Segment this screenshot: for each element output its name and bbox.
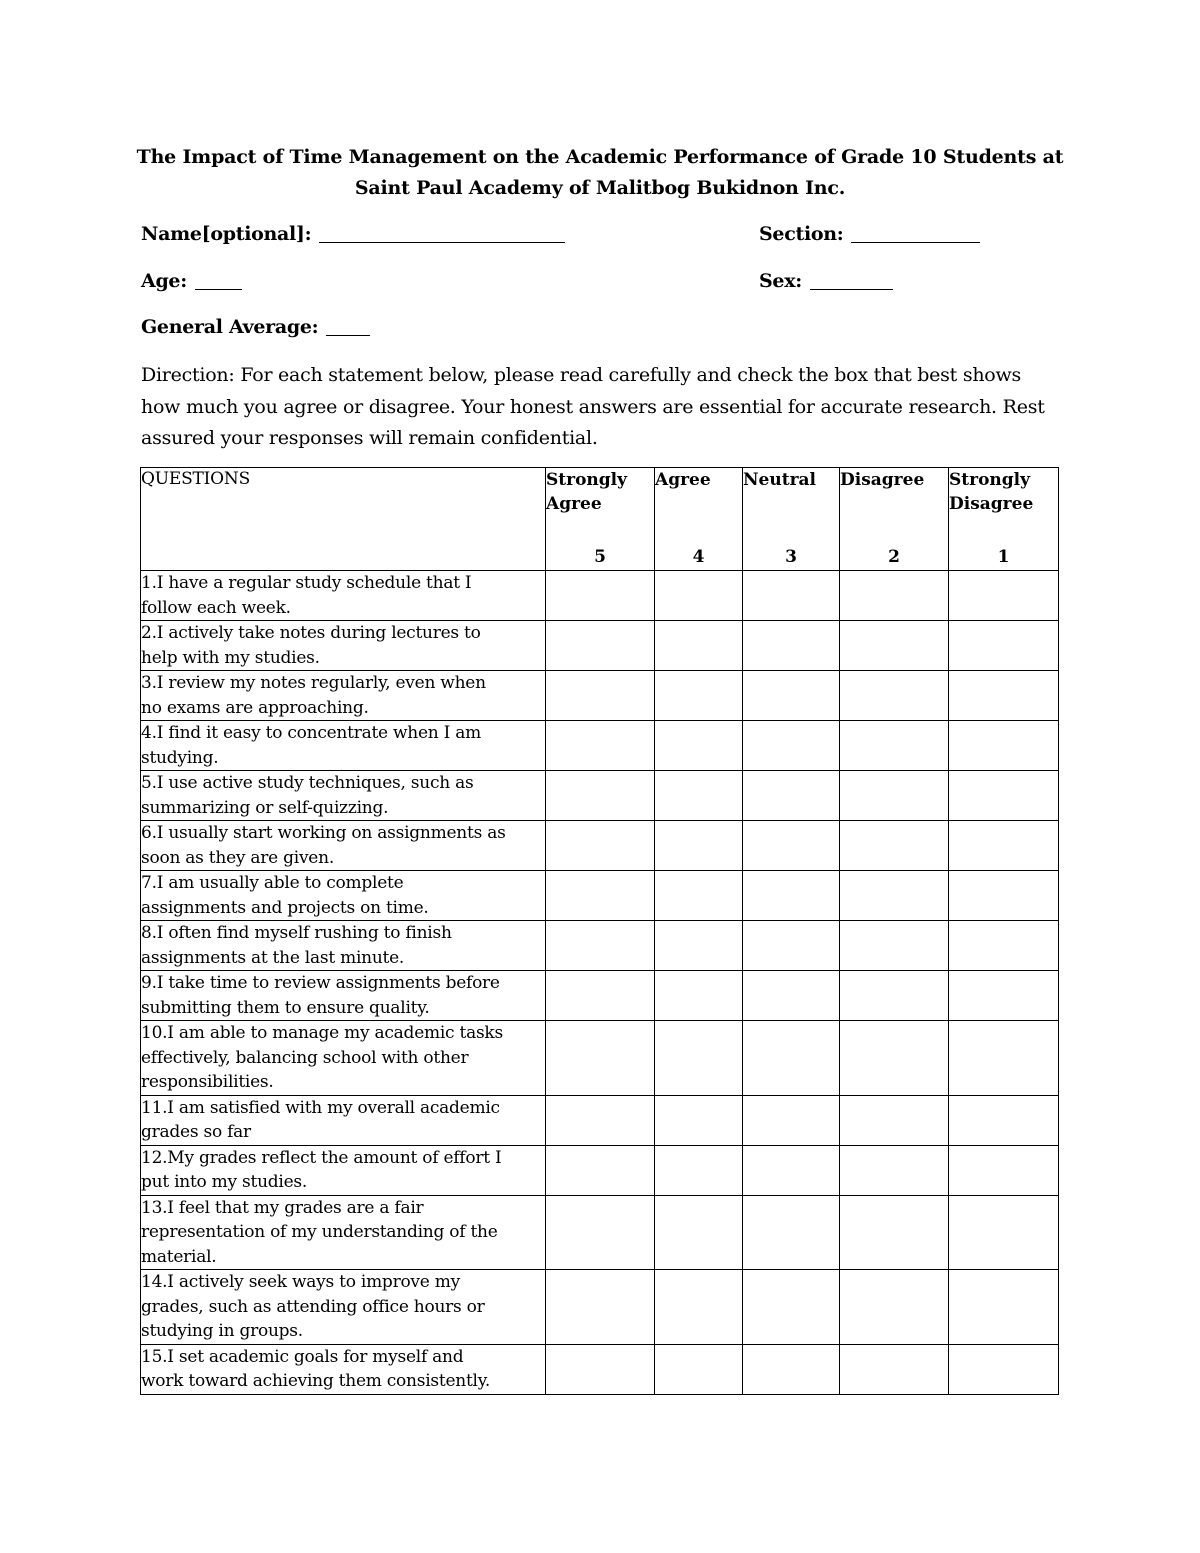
response-cell[interactable] xyxy=(743,871,840,921)
sex-blank[interactable] xyxy=(810,288,893,290)
question-line: 5.I use active study techniques, such as xyxy=(141,773,474,793)
response-cell[interactable] xyxy=(655,1095,743,1145)
scale-value: 5 xyxy=(594,547,606,567)
table-row xyxy=(141,921,1059,971)
response-cell[interactable] xyxy=(949,1270,1059,1345)
response-cell[interactable] xyxy=(840,771,949,821)
question-line: submitting them to ensure quality. xyxy=(141,997,430,1018)
name-blank[interactable] xyxy=(319,241,565,243)
scale-header-strongly-agree xyxy=(546,468,655,571)
question-line: 1.I have a regular study schedule that I xyxy=(141,573,472,593)
question-line: work toward achieving them consistently. xyxy=(141,1371,490,1391)
question-line: effectively, balancing school with other xyxy=(141,1047,469,1068)
table-row xyxy=(141,1344,1059,1394)
response-cell[interactable] xyxy=(655,821,743,871)
question-text xyxy=(141,1021,546,1096)
response-cell[interactable] xyxy=(743,571,840,621)
response-cell[interactable] xyxy=(546,571,655,621)
response-cell[interactable] xyxy=(546,1095,655,1145)
table-row xyxy=(141,1195,1059,1270)
response-cell[interactable] xyxy=(655,1145,743,1195)
document-title xyxy=(120,142,1080,204)
question-line: 10.I am able to manage my academic tasks xyxy=(141,1023,503,1043)
question-line: grades, such as attending office hours or xyxy=(141,1296,485,1317)
response-cell[interactable] xyxy=(655,571,743,621)
table-row xyxy=(141,721,1059,771)
question-text xyxy=(141,621,546,671)
scale-label-line-2: Agree xyxy=(546,494,602,514)
section-blank[interactable] xyxy=(851,241,980,243)
response-cell[interactable] xyxy=(949,1195,1059,1270)
scale-header-disagree xyxy=(840,468,949,571)
sex-field xyxy=(759,269,893,293)
response-cell[interactable] xyxy=(840,871,949,921)
question-text xyxy=(141,771,546,821)
response-cell[interactable] xyxy=(655,721,743,771)
response-cell[interactable] xyxy=(655,771,743,821)
response-cell[interactable] xyxy=(546,621,655,671)
response-cell[interactable] xyxy=(743,1270,840,1345)
response-cell[interactable] xyxy=(840,1195,949,1270)
response-cell[interactable] xyxy=(655,971,743,1021)
scale-label-line-1: Strongly xyxy=(546,470,628,490)
response-cell[interactable] xyxy=(949,821,1059,871)
response-cell[interactable] xyxy=(949,1021,1059,1096)
table-row xyxy=(141,871,1059,921)
response-cell[interactable] xyxy=(655,621,743,671)
question-line: 11.I am satisfied with my overall academic xyxy=(141,1097,500,1118)
scale-header-agree xyxy=(655,468,743,571)
response-cell[interactable] xyxy=(840,1095,949,1145)
scale-label-line-1: Disagree xyxy=(840,470,925,490)
scale-value: 4 xyxy=(692,547,705,567)
title-line-2: Saint Paul Academy of Malitbog Bukidnon Inc. xyxy=(354,177,846,199)
response-cell[interactable] xyxy=(546,971,655,1021)
question-line: 7.I am usually able to complete xyxy=(141,873,404,893)
scale-header-neutral xyxy=(743,468,840,571)
question-line: grades so far xyxy=(141,1122,251,1142)
response-cell[interactable] xyxy=(840,621,949,671)
question-line: 12.My grades reflect the amount of effort I xyxy=(141,1147,502,1168)
response-cell[interactable] xyxy=(655,1344,743,1394)
scale-value: 1 xyxy=(997,547,1010,567)
response-cell[interactable] xyxy=(949,671,1059,721)
question-text xyxy=(141,1270,546,1345)
general-average-field xyxy=(141,315,370,339)
question-line: help with my studies. xyxy=(141,647,320,668)
response-cell[interactable] xyxy=(949,971,1059,1021)
question-line: 14.I actively seek ways to improve my xyxy=(141,1272,460,1292)
question-line: 4.I find it easy to concentrate when I am xyxy=(141,723,482,743)
response-cell[interactable] xyxy=(655,1270,743,1345)
question-text xyxy=(141,571,546,621)
response-cell[interactable] xyxy=(546,921,655,971)
scale-value: 2 xyxy=(888,547,900,567)
response-cell[interactable] xyxy=(655,921,743,971)
question-line: soon as they are given. xyxy=(141,847,334,868)
response-cell[interactable] xyxy=(840,921,949,971)
response-cell[interactable] xyxy=(655,1195,743,1270)
direction-line-1: Direction: For each statement below, please read carefully and check the box that best shows xyxy=(141,364,1022,386)
question-line: representation of my understanding of the xyxy=(141,1222,498,1242)
table-row xyxy=(141,821,1059,871)
response-cell[interactable] xyxy=(655,671,743,721)
response-cell[interactable] xyxy=(743,721,840,771)
response-cell[interactable] xyxy=(743,1195,840,1270)
response-cell[interactable] xyxy=(949,1344,1059,1394)
question-line: 9.I take time to review assignments before xyxy=(141,973,500,993)
section-field xyxy=(759,222,980,246)
table-row xyxy=(141,1270,1059,1345)
response-cell[interactable] xyxy=(949,921,1059,971)
question-text xyxy=(141,671,546,721)
question-line: follow each week. xyxy=(141,597,291,618)
response-cell[interactable] xyxy=(949,1095,1059,1145)
question-text xyxy=(141,871,546,921)
table-row xyxy=(141,1095,1059,1145)
question-text xyxy=(141,1195,546,1270)
response-cell[interactable] xyxy=(655,871,743,921)
survey-body xyxy=(141,571,1059,1395)
table-row xyxy=(141,621,1059,671)
table-row xyxy=(141,1021,1059,1096)
question-line: material. xyxy=(141,1246,217,1267)
scale-value: 3 xyxy=(785,547,797,567)
table-row xyxy=(141,771,1059,821)
question-line: 6.I usually start working on assignments as xyxy=(141,823,506,843)
response-cell[interactable] xyxy=(840,821,949,871)
response-cell[interactable] xyxy=(949,771,1059,821)
questions-header: QUESTIONS xyxy=(141,468,546,571)
response-cell[interactable] xyxy=(546,771,655,821)
scale-label-line-2: Disagree xyxy=(949,494,1034,514)
direction-line-2: how much you agree or disagree. Your honest answers are essential for accurate research. Rest xyxy=(141,395,1045,418)
question-line: 8.I often find myself rushing to finish xyxy=(141,923,452,943)
response-cell[interactable] xyxy=(840,971,949,1021)
question-line: studying. xyxy=(141,747,219,768)
table-row xyxy=(141,571,1059,621)
response-cell[interactable] xyxy=(840,721,949,771)
question-text xyxy=(141,1344,546,1394)
response-cell[interactable] xyxy=(840,671,949,721)
age-label: Age: xyxy=(141,270,187,292)
question-line: assignments and projects on time. xyxy=(141,897,429,918)
response-cell[interactable] xyxy=(840,571,949,621)
question-line: summarizing or self-quizzing. xyxy=(141,797,389,818)
question-line: 13.I feel that my grades are a fair xyxy=(141,1197,424,1218)
response-cell[interactable] xyxy=(743,621,840,671)
scale-label-line-1: Strongly xyxy=(949,470,1031,490)
age-blank[interactable] xyxy=(195,288,242,290)
response-cell[interactable] xyxy=(949,871,1059,921)
response-cell[interactable] xyxy=(840,1344,949,1394)
response-cell[interactable] xyxy=(949,571,1059,621)
question-line: no exams are approaching. xyxy=(141,697,369,718)
response-cell[interactable] xyxy=(949,721,1059,771)
response-cell[interactable] xyxy=(546,1145,655,1195)
question-line: 3.I review my notes regularly, even when xyxy=(141,673,486,693)
response-cell[interactable] xyxy=(743,971,840,1021)
response-cell[interactable] xyxy=(743,821,840,871)
direction-line-3: assured your responses will remain confidential. xyxy=(141,427,598,449)
response-cell[interactable] xyxy=(546,1021,655,1096)
response-cell[interactable] xyxy=(840,1021,949,1096)
name-label: Name[optional]: xyxy=(141,223,312,245)
response-cell[interactable] xyxy=(546,1270,655,1345)
sex-label: Sex: xyxy=(759,270,802,292)
question-line: studying in groups. xyxy=(141,1321,303,1341)
response-cell[interactable] xyxy=(743,921,840,971)
response-cell[interactable] xyxy=(743,671,840,721)
question-text xyxy=(141,971,546,1021)
question-line: 15.I set academic goals for myself and xyxy=(141,1346,464,1367)
question-line: assignments at the last minute. xyxy=(141,947,405,968)
scale-header-strongly-disagree xyxy=(949,468,1059,571)
general-average-label: General Average: xyxy=(141,316,319,338)
response-cell[interactable] xyxy=(546,1195,655,1270)
question-text xyxy=(141,1095,546,1145)
question-line: 2.I actively take notes during lectures to xyxy=(141,623,481,643)
response-cell[interactable] xyxy=(546,1344,655,1394)
question-text xyxy=(141,921,546,971)
age-field xyxy=(141,269,242,293)
section-label: Section: xyxy=(759,223,844,245)
table-row xyxy=(141,671,1059,721)
question-line: put into my studies. xyxy=(141,1172,308,1192)
response-cell[interactable] xyxy=(546,821,655,871)
general-average-blank[interactable] xyxy=(326,334,370,336)
header-row xyxy=(141,468,1059,571)
table-row xyxy=(141,1145,1059,1195)
response-cell[interactable] xyxy=(949,1145,1059,1195)
question-text xyxy=(141,1145,546,1195)
response-cell[interactable] xyxy=(840,1270,949,1345)
table-row xyxy=(141,971,1059,1021)
response-cell[interactable] xyxy=(546,671,655,721)
response-cell[interactable] xyxy=(743,1145,840,1195)
response-cell[interactable] xyxy=(743,771,840,821)
response-cell[interactable] xyxy=(743,1344,840,1394)
scale-label-line-1: Agree xyxy=(655,470,711,490)
response-cell[interactable] xyxy=(546,721,655,771)
response-cell[interactable] xyxy=(949,621,1059,671)
directions-paragraph xyxy=(141,360,1061,455)
response-cell[interactable] xyxy=(546,871,655,921)
question-line: responsibilities. xyxy=(141,1072,274,1092)
scale-label-line-1: Neutral xyxy=(743,470,816,490)
survey-table xyxy=(140,467,1059,1395)
response-cell[interactable] xyxy=(840,1145,949,1195)
response-cell[interactable] xyxy=(743,1095,840,1145)
question-text xyxy=(141,721,546,771)
title-line-1: The Impact of Time Management on the Academic Performance of Grade 10 Students at xyxy=(136,146,1064,168)
response-cell[interactable] xyxy=(743,1021,840,1096)
question-text xyxy=(141,821,546,871)
response-cell[interactable] xyxy=(655,1021,743,1096)
name-field xyxy=(141,222,565,246)
